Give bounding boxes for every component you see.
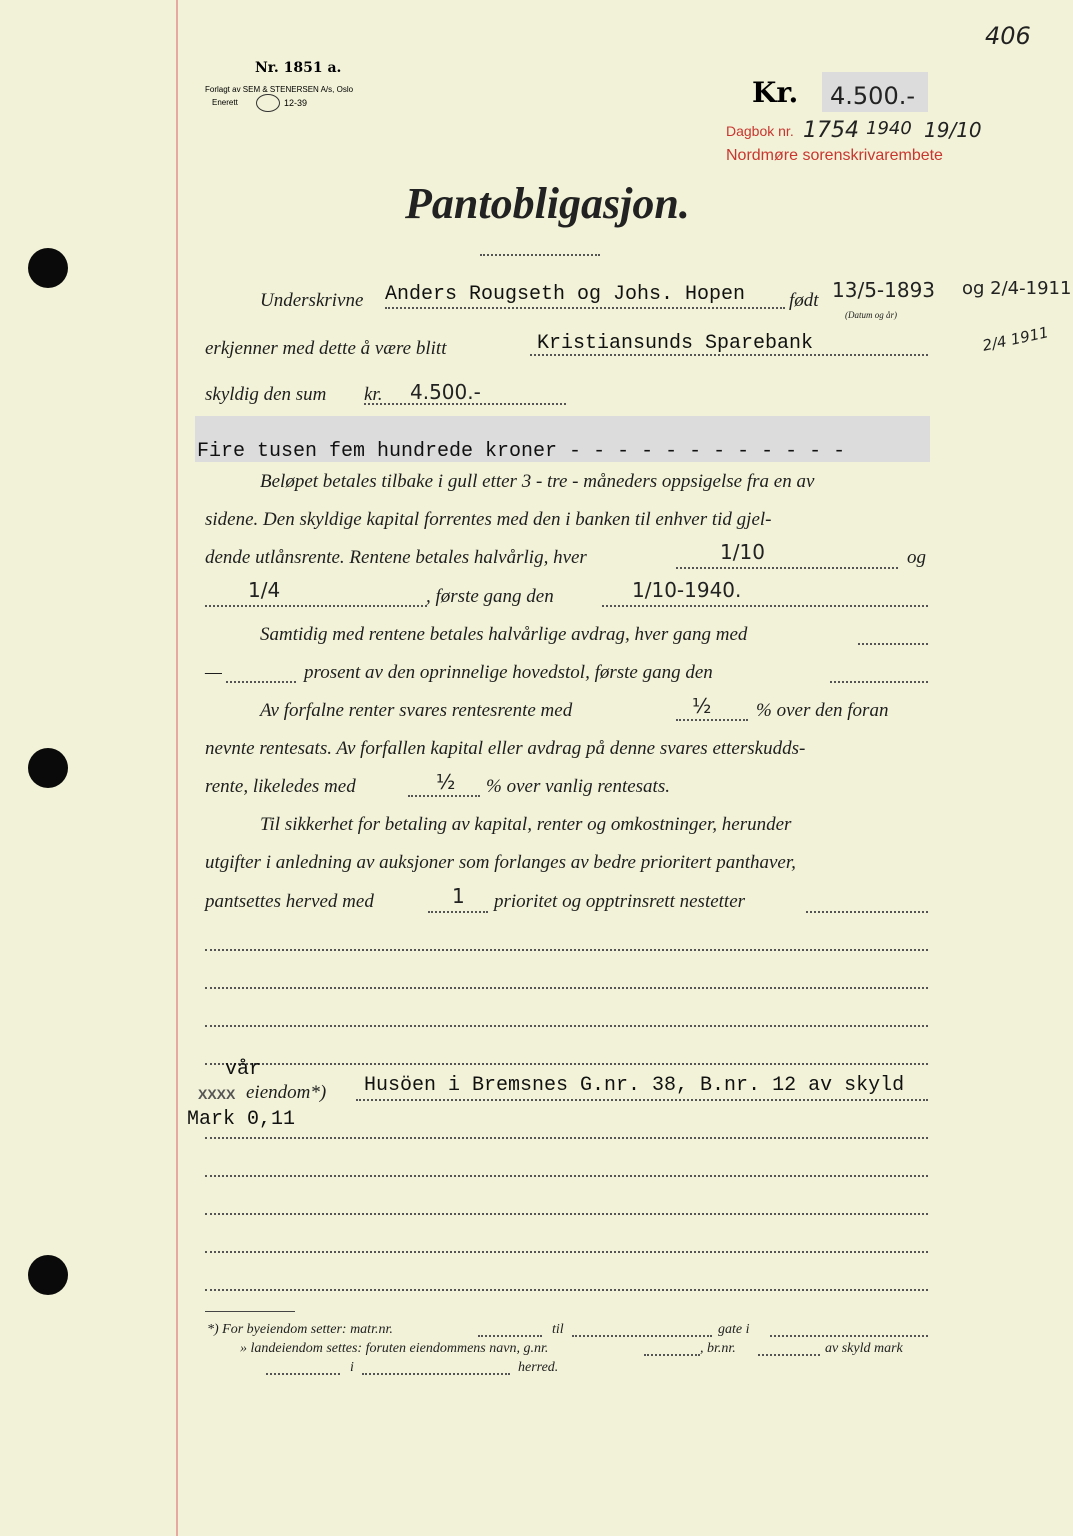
birth-date-2: og 2/4-1911	[962, 278, 1072, 299]
rente-dots	[676, 718, 748, 721]
publisher: Forlagt av SEM & STENERSEN A/s, Oslo	[205, 85, 354, 94]
debtor-dots	[385, 306, 785, 309]
debtor-names: Anders Rougseth og Johs. Hopen	[385, 283, 746, 306]
body-line: rente, likeledes med	[205, 776, 356, 797]
sum-dots	[364, 402, 566, 405]
first-date-dots	[602, 604, 928, 607]
footnote-line: herred.	[518, 1360, 559, 1375]
publisher-logo	[256, 94, 280, 112]
punch-hole	[28, 248, 68, 288]
footnote-line: *) For byeiendom setter: matr.nr.	[207, 1322, 393, 1337]
creditor-dots	[530, 353, 928, 356]
sum-kr: kr.	[364, 384, 383, 405]
body-line: prioritet og opptrinsrett nestetter	[494, 891, 746, 912]
body-line: , første gang den	[426, 586, 554, 607]
body-line: og	[907, 547, 926, 568]
body-line: —	[205, 662, 222, 683]
dagbok-number: 1754	[803, 118, 859, 143]
struck-label: XXXX	[198, 1086, 236, 1102]
kr-label: Kr.	[752, 76, 799, 109]
first-payment-date: 1/10-1940.	[632, 578, 742, 602]
creditor-name: Kristiansunds Sparebank	[537, 332, 814, 355]
overdue-dots	[408, 794, 480, 797]
footnote-line: gate i	[718, 1322, 750, 1337]
page-title: Pantobligasjon.	[405, 179, 690, 228]
body-line: dende utlånsrente. Rentene betales halvårlig, hver	[205, 547, 587, 568]
page-number: 406	[985, 22, 1031, 50]
blank-line	[205, 1250, 928, 1253]
publisher-date: 12-39	[284, 98, 308, 108]
footnote-dots	[266, 1372, 340, 1375]
blank-line	[205, 986, 928, 989]
interest-dots	[676, 566, 898, 569]
priority-value: 1	[452, 884, 465, 908]
dagbok-date: 19/10	[924, 118, 982, 142]
footnote-line: , br.nr.	[700, 1341, 736, 1356]
body-line: % over vanlig rentesats.	[486, 776, 670, 797]
office-stamp: Nordmøre sorenskrivarembete	[726, 147, 943, 164]
var-label: vår	[225, 1058, 262, 1081]
margin-note: 2/4 1911	[980, 323, 1051, 355]
dagbok-year: 1940	[866, 118, 912, 139]
interest-dots-2	[205, 604, 427, 607]
footnote-dots	[758, 1353, 820, 1356]
body-line: pantsettes herved med	[205, 891, 374, 912]
blank-line	[205, 1288, 928, 1291]
body-line: Til sikkerhet for betaling av kapital, renter og omkostninger, herunder	[260, 814, 792, 835]
priority-dots	[428, 910, 488, 913]
footnote-dots	[770, 1334, 928, 1337]
body-line: prosent av den oprinnelige hovedstol, første gang den	[304, 662, 713, 683]
body-line: Samtidig med rentene betales halvårlige avdrag, hver gang med	[260, 624, 748, 645]
dagbok-label: Dagbok nr.	[726, 123, 794, 139]
footnote-line: i	[350, 1360, 354, 1375]
footnote-dots	[478, 1334, 542, 1337]
undersigned-label: Underskrivne	[260, 290, 364, 311]
overdue-value: ½	[436, 770, 456, 794]
property-line-2: Mark 0,11	[187, 1108, 296, 1131]
percent-dots	[226, 680, 296, 683]
punch-hole	[28, 748, 68, 788]
blank-line	[205, 1174, 928, 1177]
body-line: % over den foran	[756, 700, 889, 721]
birth-date: 13/5-1893	[832, 278, 936, 302]
body-line: Av forfalne renter svares rentesrente med	[260, 700, 573, 721]
blank-line	[205, 1136, 928, 1139]
footnote-line: » landeiendom settes: foruten eiendommens navn, g.nr.	[240, 1341, 549, 1356]
publisher-sub: Enerett	[212, 98, 238, 107]
installment-dots	[858, 642, 928, 645]
kr-value: 4.500.-	[830, 82, 915, 110]
blank-line	[205, 1024, 928, 1027]
footnote-dots	[572, 1334, 712, 1337]
sum-value: 4.500.-	[410, 380, 481, 404]
sum-in-words: Fire tusen fem hundrede kroner - - - - - - - - - - - -	[197, 440, 846, 463]
acknowledge-label: erkjenner med dette å være blitt	[205, 338, 447, 359]
footnote-line: av skyld mark	[825, 1341, 903, 1356]
property-line-1: Husöen i Bremsnes G.nr. 38, B.nr. 12 av skyld	[364, 1074, 905, 1097]
nest-dots	[806, 910, 928, 913]
body-line: sidene. Den skyldige kapital forrentes med den i banken til enhver tid gjel-	[205, 509, 772, 530]
property-label: eiendom*)	[246, 1082, 327, 1103]
footnote-line: til	[552, 1322, 564, 1337]
property-dots	[356, 1098, 928, 1101]
margin-line	[176, 0, 178, 1536]
title-rule	[480, 253, 600, 256]
first-installment-dots	[830, 680, 928, 683]
body-line: Beløpet betales tilbake i gull etter 3 - tre - måneders oppsigelse fra en av	[260, 471, 815, 492]
interest-date-2: 1/4	[248, 578, 281, 602]
footnote-dots	[644, 1353, 700, 1356]
interest-date-1: 1/10	[720, 540, 765, 564]
form-number: Nr. 1851 a.	[255, 60, 342, 76]
datum-label: (Datum og år)	[845, 310, 897, 320]
fodt-label: født	[789, 290, 819, 311]
sum-label: skyldig den sum	[205, 384, 327, 405]
body-line: nevnte rentesats. Av forfallen kapital eller avdrag på denne svares etterskudds-	[205, 738, 806, 759]
blank-line	[205, 948, 928, 951]
body-line: utgifter i anledning av auksjoner som forlanges av bedre prioritert panthaver,	[205, 852, 796, 873]
blank-line	[205, 1062, 928, 1065]
footnote-rule	[205, 1311, 295, 1312]
punch-hole	[28, 1255, 68, 1295]
footnote-dots	[362, 1372, 510, 1375]
rente-value: ½	[692, 694, 712, 718]
blank-line	[205, 1212, 928, 1215]
